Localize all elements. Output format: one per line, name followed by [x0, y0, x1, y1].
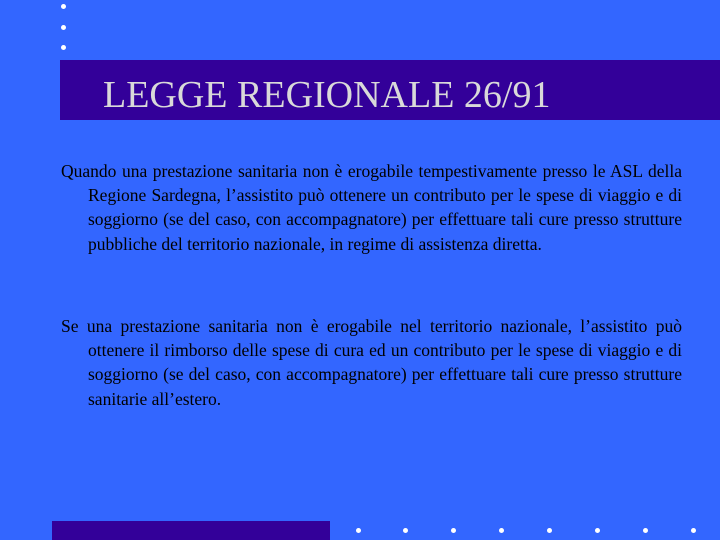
paragraph-2: Se una prestazione sanitaria non è erogabile nel territorio nazionale, l’assistito può ottenere il rimborso delle spese di cura ed un contributo per le spese di viaggio e di soggiorno (se del caso, con accompagnatore) per effettuare tali cure presso strutture sanitarie all’estero.: [61, 316, 682, 409]
decorative-dot: [643, 528, 648, 533]
top-decorative-dots: [61, 4, 71, 54]
decorative-dot: [595, 528, 600, 533]
decorative-dot: [61, 45, 66, 50]
paragraph-1: Quando una prestazione sanitaria non è erogabile tempestivamente presso le ASL della Regione Sardegna, l’assistito può ottenere un contributo per le spese di viaggio e di soggiorno (se del caso, con accompagnatore) per effettuare tali cure presso strutture pubbliche del territorio nazionale, in regime di assistenza diretta.: [61, 161, 682, 254]
bottom-decorative-dots: [330, 528, 720, 538]
decorative-dot: [499, 528, 504, 533]
decorative-dot: [356, 528, 361, 533]
decorative-dot: [547, 528, 552, 533]
decorative-dot: [61, 25, 66, 30]
decorative-dot: [451, 528, 456, 533]
slide-title: LEGGE REGIONALE 26/91: [103, 74, 551, 116]
decorative-dot: [691, 528, 696, 533]
decorative-dot: [61, 4, 66, 9]
bottom-bar: [52, 521, 330, 540]
decorative-dot: [403, 528, 408, 533]
